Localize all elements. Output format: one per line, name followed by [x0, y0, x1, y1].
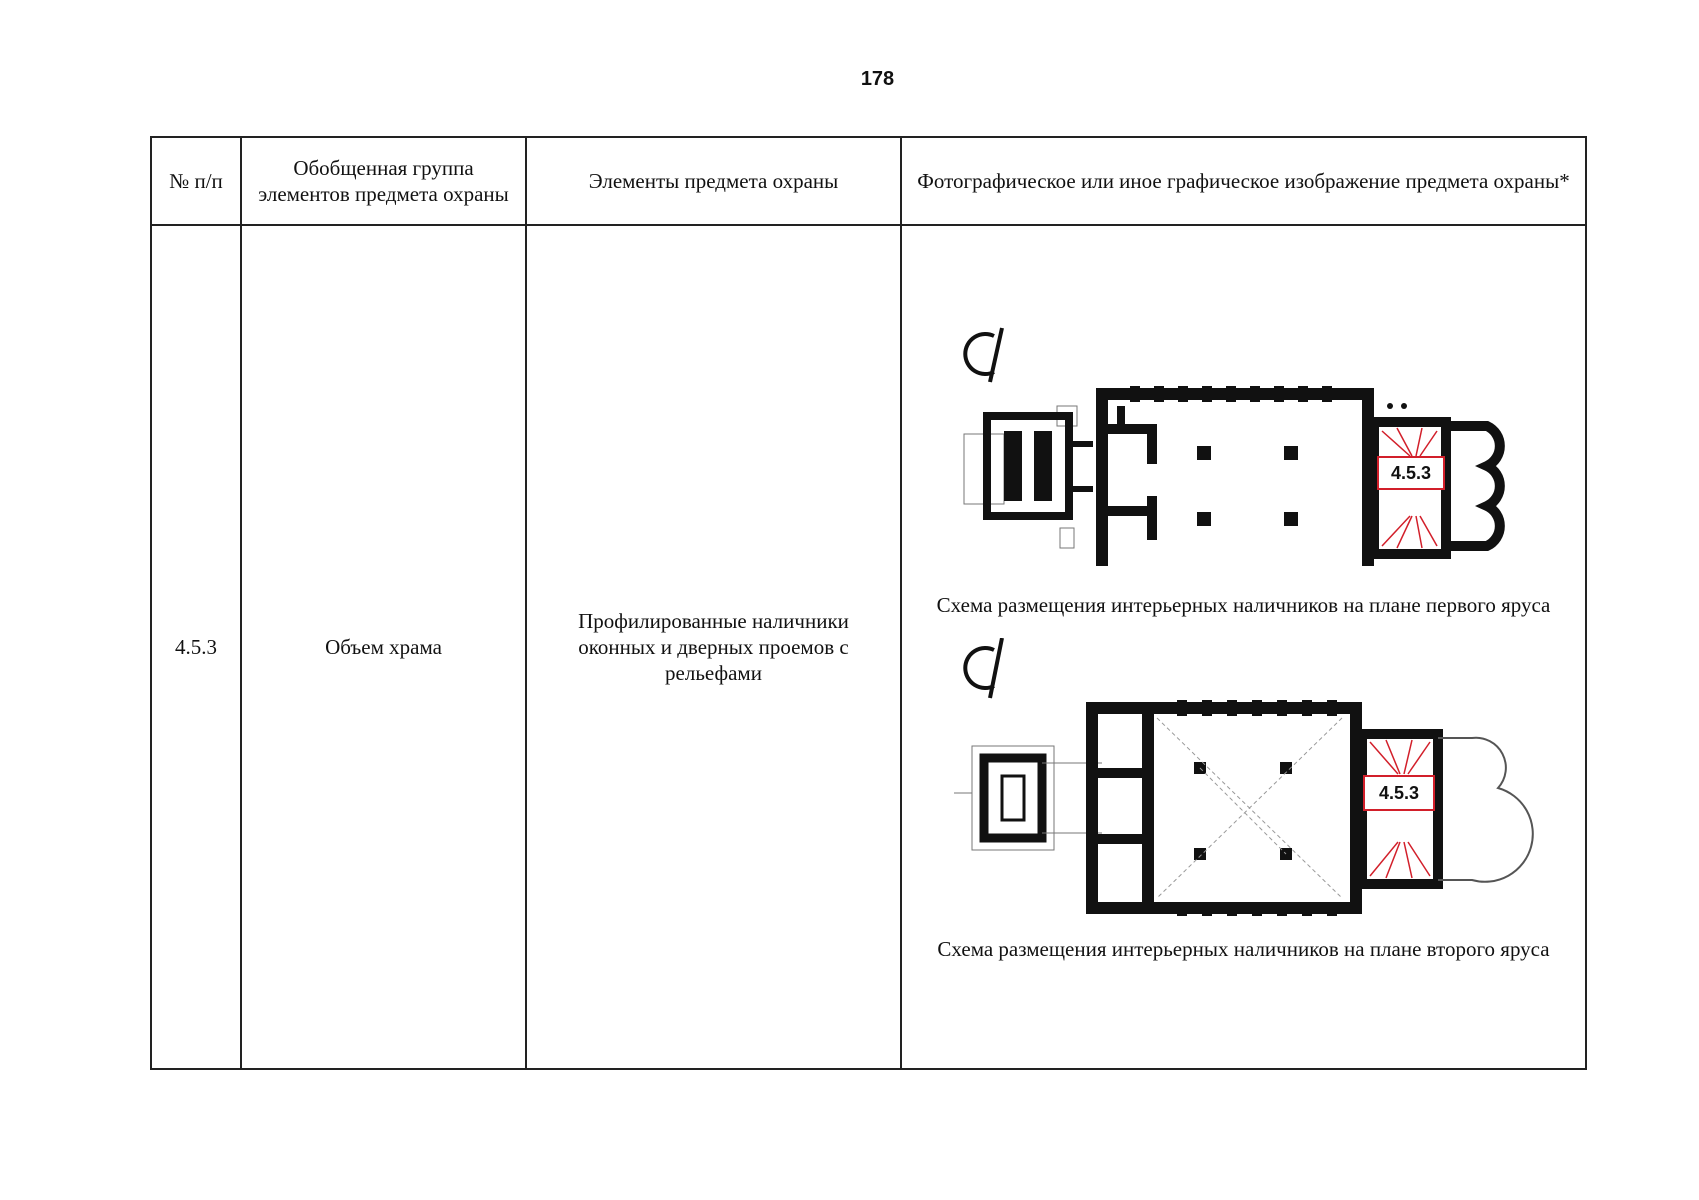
header-elements: Элементы предмета охраны	[588, 168, 839, 193]
axis-symbol-icon	[965, 638, 1002, 698]
row-group: Объем храма	[325, 634, 442, 659]
protection-table	[150, 136, 1587, 1070]
highlight-label-second: 4.5.3	[1363, 775, 1435, 811]
page-number: 178	[860, 68, 895, 90]
header-group: Обобщенная группа элементов предмета охраны	[258, 155, 509, 206]
row-elements: Профилированные наличники оконных и дверных проемов с рельефами	[578, 608, 849, 686]
plan-first-tier	[942, 306, 1562, 566]
header-num: № п/п	[169, 168, 223, 193]
highlight-label-first: 4.5.3	[1377, 456, 1445, 490]
header-image: Фотографическое или иное графическое изображение предмета охраны*	[917, 168, 1570, 193]
floor-plan-first-tier-drawing	[942, 306, 1562, 566]
axis-symbol-icon	[965, 328, 1002, 382]
caption-second-tier: Схема размещения интерьерных наличников на плане второго яруса	[937, 937, 1550, 961]
floor-plan-second-tier-drawing	[942, 638, 1562, 928]
row-num: 4.5.3	[175, 634, 217, 659]
plan-second-tier	[942, 638, 1562, 928]
caption-first-tier: Схема размещения интерьерных наличников на плане первого яруса	[936, 593, 1551, 617]
